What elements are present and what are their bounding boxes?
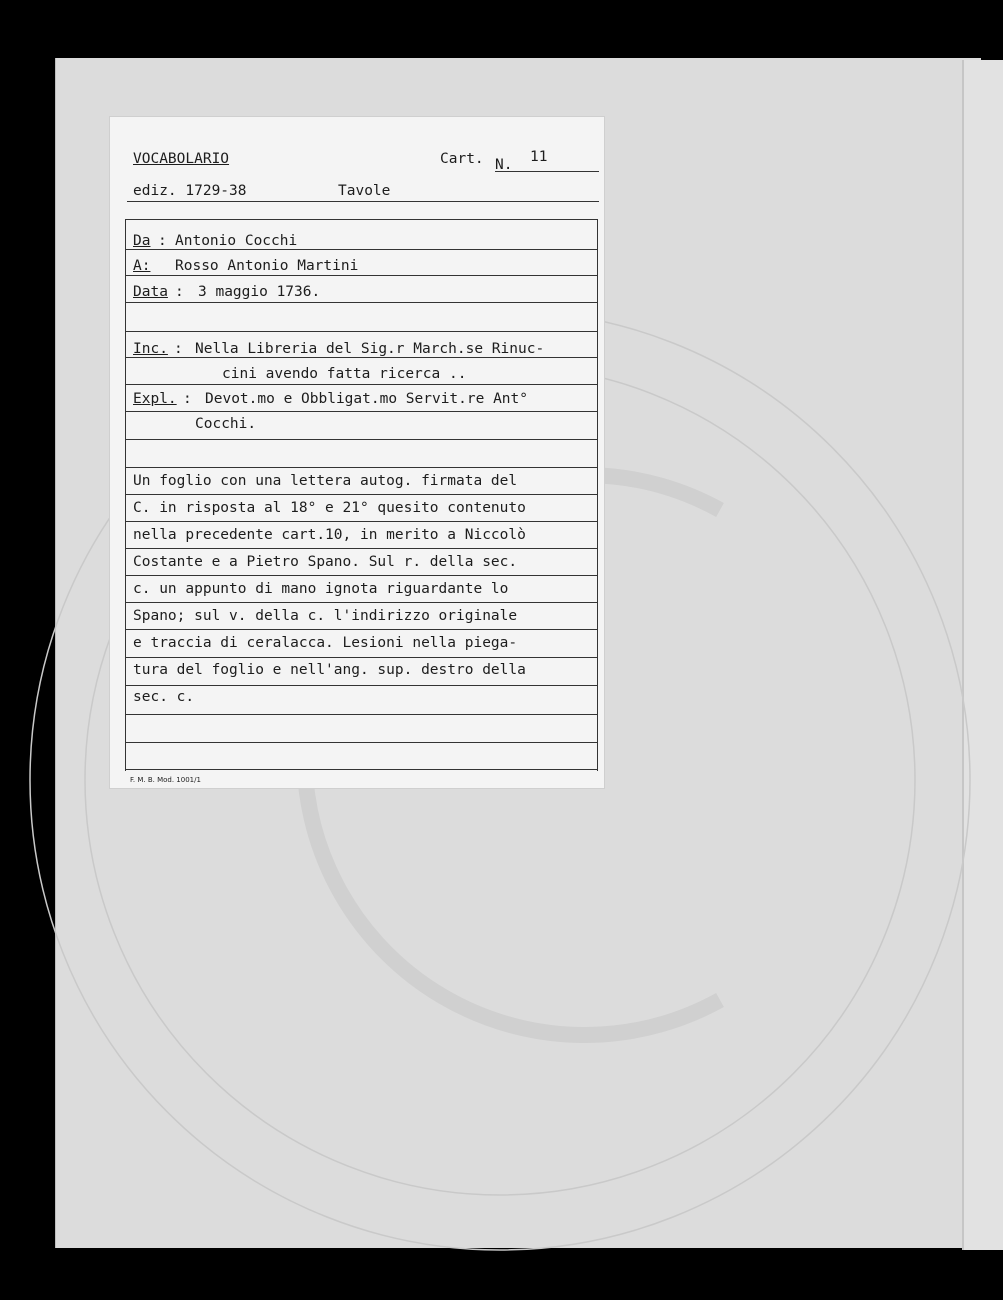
- description-line: tura del foglio e nell'ang. sup. destro della: [133, 662, 526, 678]
- edition: ediz. 1729-38: [133, 183, 247, 199]
- description-line: nella precedente cart.10, in merito a Niccolò: [133, 527, 526, 543]
- date-label: Data: [133, 284, 168, 300]
- inc-line1: Nella Libreria del Sig.r March.se Rinuc-: [195, 341, 545, 357]
- expl-line2: Cocchi.: [195, 416, 257, 432]
- description-line: sec. c.: [133, 689, 195, 705]
- cart-label: Cart.: [440, 151, 484, 167]
- inc-label: Inc.: [133, 341, 168, 357]
- description-line: e traccia di ceralacca. Lesioni nella piega-: [133, 635, 518, 651]
- from-label: Da: [133, 233, 151, 249]
- catalog-card: VOCABOLARIO Cart. N. 11 ediz. 1729-38 Tavole Da : Antonio Cocchi A: Rosso Antonio Martini Data : 3 maggio 1736. Inc. : Nella Libreria del Sig.r March.se Rinuc- cini avendo fatta ricerca .. Expl. : Devot.mo e Obbligat.mo Servit.re Ant° Cocchi. Un foglio con una lettera autog. firmata del C. in risposta al 18° e 21° quesito contenuto nella precedente cart.10, in merito a Niccolò Costante e a Pietro Spano. Sul r. della sec. c. un appunto di mano ignota riguardante lo Spano; sul v. della c. l'indirizzo originale e traccia di ceralacca. Lesioni nella piega- tura del foglio e nell'ang. sup. destro della sec. c. F. M. B. Mod. 1001/1: [110, 117, 604, 788]
- form-code: F. M. B. Mod. 1001/1: [130, 776, 201, 784]
- date-value: 3 maggio 1736.: [198, 284, 321, 300]
- cart-number: 11: [530, 149, 548, 165]
- description-line: Un foglio con una lettera autog. firmata del: [133, 473, 518, 489]
- description-line: C. in risposta al 18° e 21° quesito contenuto: [133, 500, 526, 516]
- description-line: Spano; sul v. della c. l'indirizzo originale: [133, 608, 518, 624]
- description-line: c. un appunto di mano ignota riguardante lo: [133, 581, 509, 597]
- expl-line1: Devot.mo e Obbligat.mo Servit.re Ant°: [205, 391, 529, 407]
- card-title: VOCABOLARIO: [133, 151, 230, 167]
- n-label: N.: [495, 157, 513, 173]
- expl-label: Expl.: [133, 391, 177, 407]
- description-line: Costante e a Pietro Spano. Sul r. della sec.: [133, 554, 518, 570]
- from-value: Antonio Cocchi: [175, 233, 298, 249]
- next-page-edge: [962, 60, 1003, 1250]
- to-value: Rosso Antonio Martini: [175, 258, 359, 274]
- to-label: A:: [133, 258, 151, 274]
- section: Tavole: [338, 183, 391, 199]
- inc-line2: cini avendo fatta ricerca ..: [222, 366, 467, 382]
